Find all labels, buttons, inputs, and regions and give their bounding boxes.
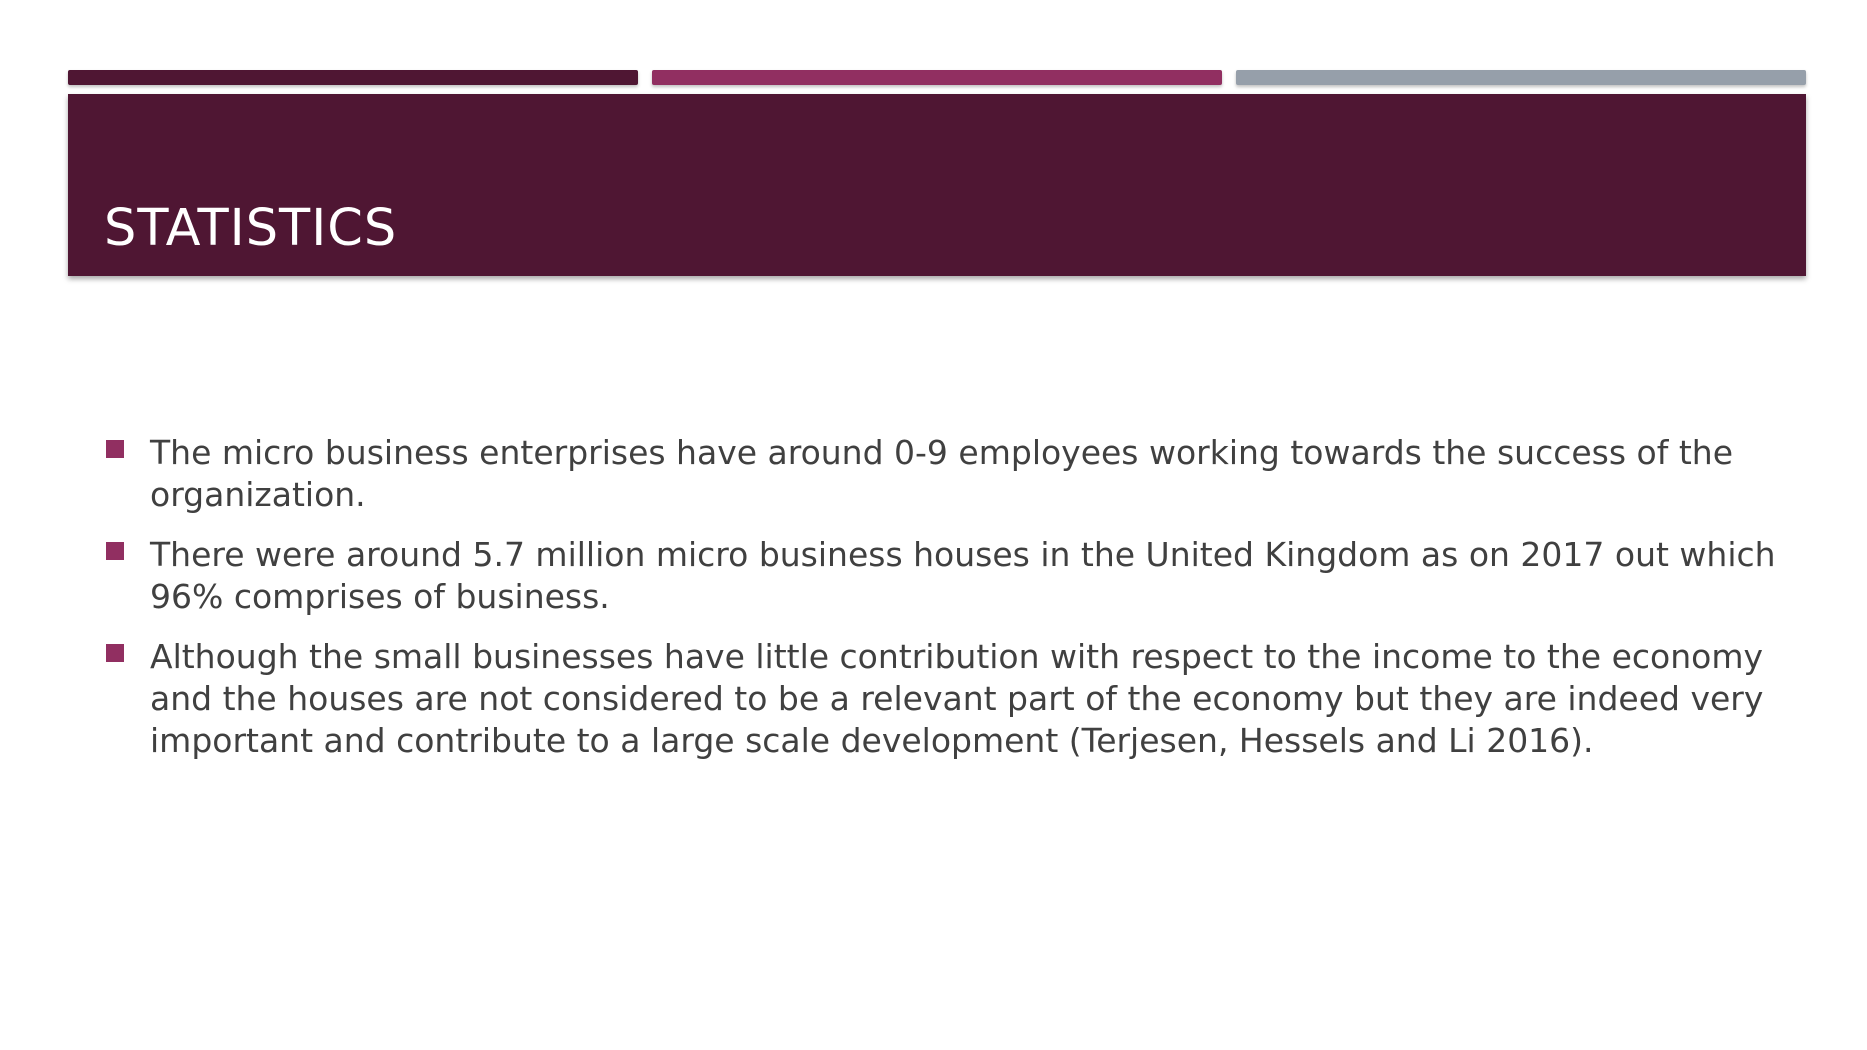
content-area — [106, 432, 1786, 780]
square-bullet-icon — [106, 644, 124, 662]
bullet-list — [106, 432, 1786, 762]
bullet-item — [106, 432, 1786, 516]
accent-bar-gray — [1236, 70, 1806, 85]
square-bullet-icon — [106, 440, 124, 458]
title-band — [68, 94, 1806, 276]
bullet-item — [106, 636, 1786, 762]
bullet-text: Although the small businesses have little contribution with respect to the income to the economy and the houses are not considered to be a relevant part of the economy but they are indeed very important and contribute to a large scale development (Terjesen, Hessels and Li 2016). — [150, 637, 1764, 760]
accent-bar-dark-plum — [68, 70, 638, 85]
slide-title: STATISTICS — [104, 199, 398, 258]
bullet-text: The micro business enterprises have around 0-9 employees working towards the success of the organization. — [150, 433, 1734, 514]
square-bullet-icon — [106, 542, 124, 560]
bullet-item — [106, 534, 1786, 618]
accent-bar-magenta — [652, 70, 1222, 85]
bullet-text: There were around 5.7 million micro business houses in the United Kingdom as on 2017 out which 96% comprises of business. — [150, 535, 1776, 616]
